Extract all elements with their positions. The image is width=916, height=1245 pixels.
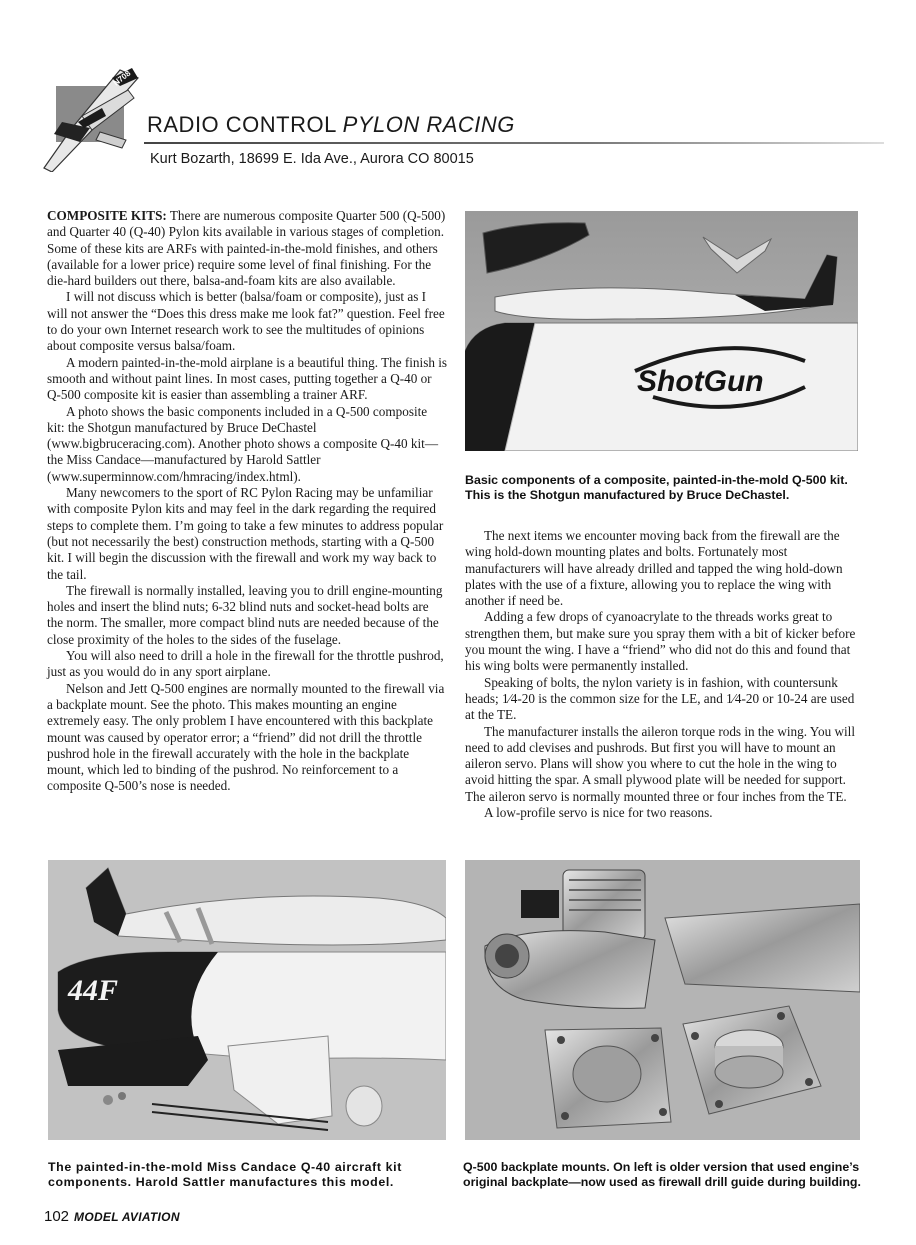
column-title-italic: PYLON RACING [342, 112, 515, 137]
column-title [147, 112, 515, 138]
paragraph: A low-profile servo is nice for two reasons. [484, 805, 713, 821]
paragraph: I will not discuss which is better (balsa/foam or composite), just as I will not answer the “Does this dress make me look fat?” question. Feel free to do your own Internet research work to see the multitudes of opinions about composite versus balsa/foam. [47, 289, 445, 354]
paragraph-lead: COMPOSITE KITS: [47, 208, 167, 223]
paragraph: You will also need to drill a hole in the firewall for the throttle pushrod, just as you would do in any sport airplane. [47, 648, 444, 680]
miss-candace-photo-caption: The painted-in-the-mold Miss Candace Q-40 aircraft kit components. Harold Sattler manufactures this model. [48, 1160, 402, 1189]
miss-candace-wing-lettering: 44F [68, 974, 119, 1007]
shotgun-kit-photo [465, 211, 858, 451]
paragraph: A modern painted-in-the-mold airplane is a beautiful thing. The finish is smooth and without paint lines. In most cases, putting together a Q-40 or Q-500 composite kit is easier than assembling a trainer ARF. [47, 354, 448, 403]
paragraph: The next items we encounter moving back from the firewall are the wing hold-down mounting plates and bolts. Fortunately most manufacturers will have already drilled and tapped the wing hold-down plates with the use of a fixture, allowing you to replace the wing with another if need be. [465, 528, 843, 609]
page-footer [44, 1208, 180, 1225]
paragraph: Nelson and Jett Q-500 engines are normally mounted to the firewall via a backplate mount. See the photo. This makes mounting an engine extremely easy. The only problem I have encountered with this backplate mount was caused by operator error; a “friend” did not drill the throttle pushrod hole in the firewall accurately with the hole in the backplate mount, which led to binding of the pushrod. No reinforcement to a composite Q-500’s nose is needed. [47, 680, 445, 794]
paragraph: Speaking of bolts, the nylon variety is in fashion, with countersunk heads; 1⁄4-20 is the common size for the LE, and 1⁄4-20 or 10-24 are used at the TE. [465, 674, 855, 723]
page-number: 102 [44, 1208, 70, 1225]
miss-candace-kit-photo [48, 860, 446, 1140]
paragraph: COMPOSITE KITS: There are numerous composite Quarter 500 (Q-500) and Quarter 40 (Q-40) Pylon kits available in various stages of completion. Some of these kits are ARFs with painted-in-the-mold finishes, and others (available for a lower price) require some level of final finishing. For the die-hard builders out there, balsa-and-foam kits are also available. [47, 208, 446, 289]
paragraph: Many newcomers to the sport of RC Pylon Racing may be unfamiliar with composite Pylon kits and may feel in the dark regarding the required steps to complete them. I’m going to take a few minutes to address popular (but not necessarily the best) construction methods, starting with a Q-500 kit. I will begin the discussion with the firewall and work my way back to the tail. [47, 485, 444, 582]
pylon-racer-plane-logo-icon [42, 64, 142, 172]
paragraph: Adding a few drops of cyanoacrylate to the threads works great to strengthen them, but make sure you spray them with a bit of kicker before you mount the wing. I have a “friend” who did not do this and found that his wing bolts were permanently installed. [465, 609, 856, 674]
column-title-plain: RADIO CONTROL [147, 112, 337, 137]
svg-text:N708: N708 [111, 68, 133, 88]
article-right-column [465, 528, 861, 821]
header-rule [144, 142, 884, 144]
shotgun-wing-lettering: ShotGun [637, 365, 764, 398]
article-left-column [47, 208, 447, 795]
backplate-photo-caption: Q-500 backplate mounts. On left is older version that used engine’s original backplate—now used as firewall drill guide during building. [463, 1160, 861, 1189]
paragraph: A photo shows the basic components included in a Q-500 composite kit: the Shotgun manufactured by Bruce DeChastel (www.bigbruceracing.com). Another photo shows a composite Q-40 kit—the Miss Candace—manufactured by Harold Sattler (www.superminnow.com/hmracing/index.html). [47, 403, 439, 484]
shotgun-photo-caption: Basic components of a composite, painted-in-the-mold Q-500 kit. This is the Shotgun manufactured by Bruce DeChastel. [465, 473, 848, 502]
backplate-mounts-photo [465, 860, 860, 1140]
paragraph: The manufacturer installs the aileron torque rods in the wing. You will need to add clevises and pushrods. But first you will have to mount an aileron servo. Plans will show you where to cut the hole in the wing to avoid hitting the spar. A small plywood plate will be needed for support. The aileron servo is normally mounted three or four inches from the TE. [465, 723, 856, 804]
author-byline: Kurt Bozarth, 18699 E. Ida Ave., Aurora CO 80015 [150, 151, 474, 167]
paragraph: The firewall is normally installed, leaving you to drill engine-mounting holes and insert the blind nuts; 6-32 blind nuts and socket-head bolts are the norm. The smaller, more compact blind nuts are needed because of the close proximity of the holes to the sides of the fuselage. [47, 582, 443, 647]
magazine-name: MODEL AVIATION [74, 1210, 180, 1224]
